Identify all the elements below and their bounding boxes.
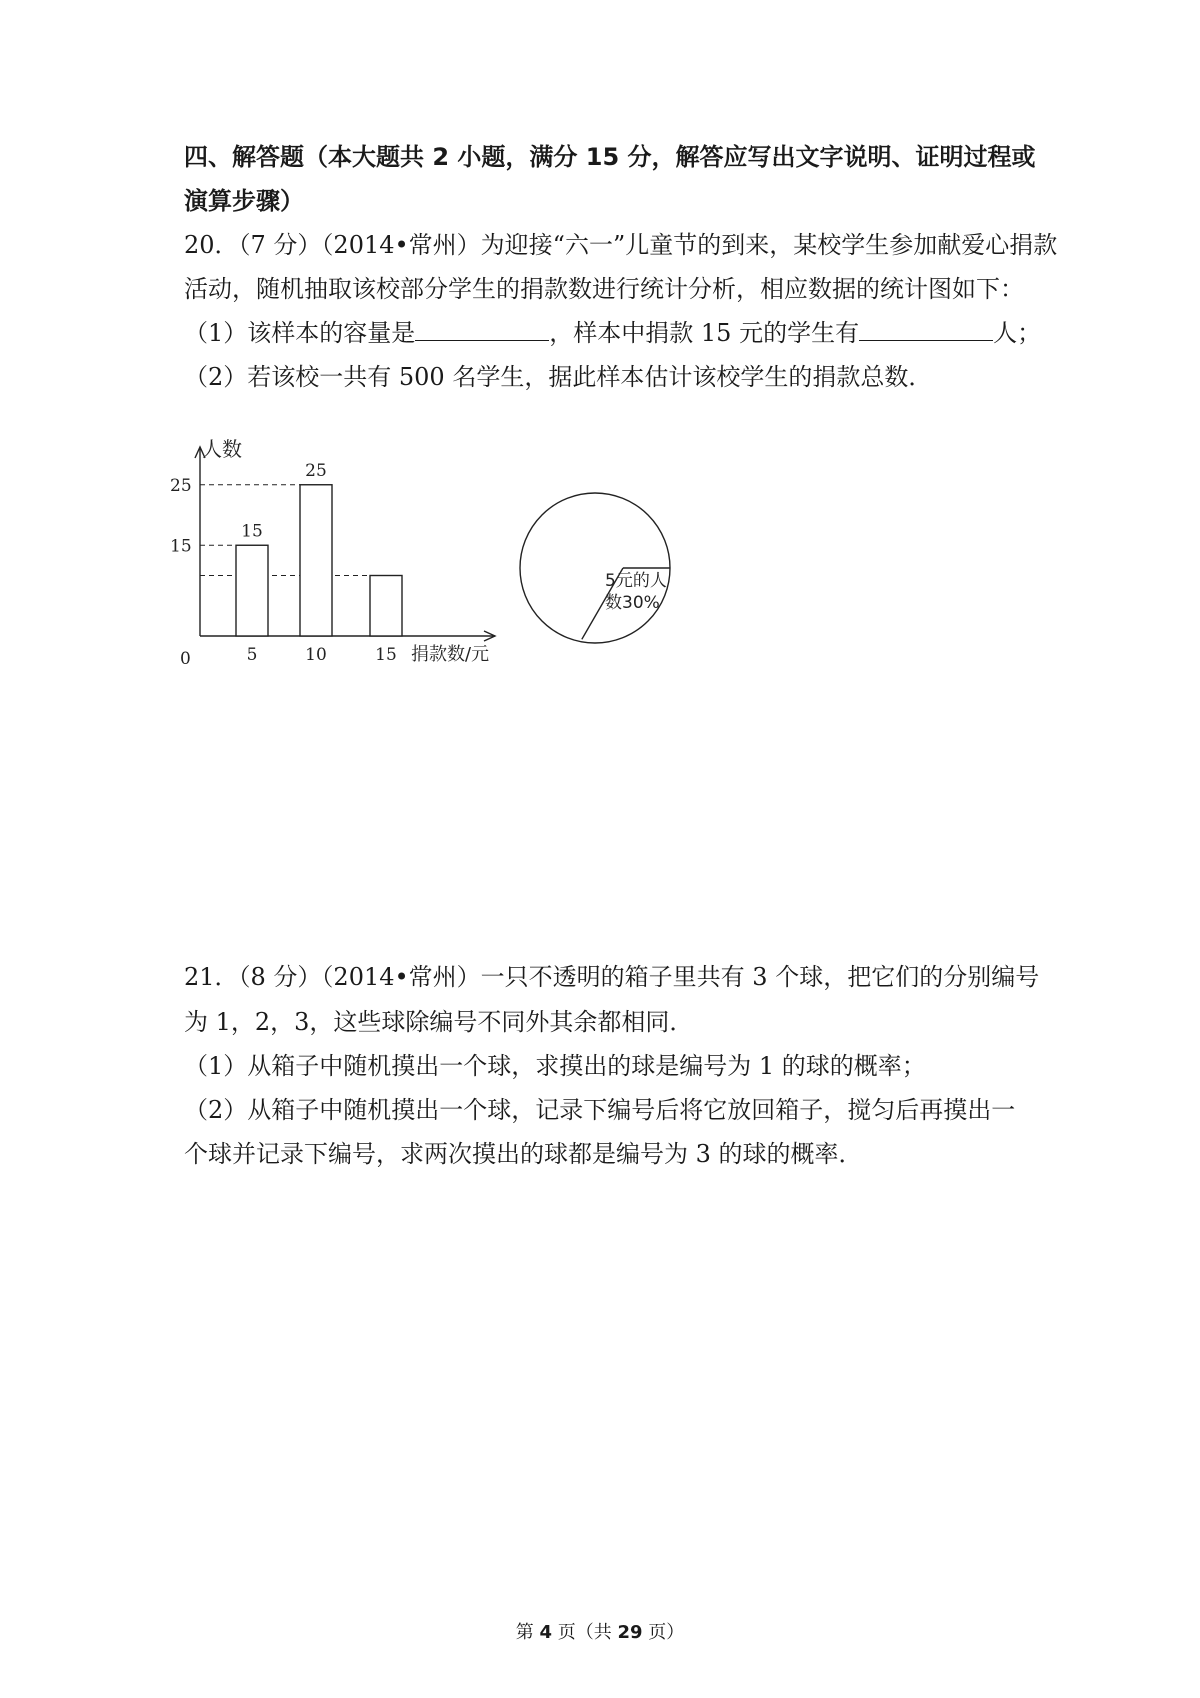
footer-prefix: 第 — [515, 1622, 540, 1643]
q20-part2: （2）若该校一共有 500 名学生，据此样本估计该校学生的捐款总数． — [184, 363, 933, 391]
bar-value-label: 15 — [241, 521, 263, 542]
section-heading-line2: 演算步骤） — [184, 187, 304, 215]
x-tick-label: 15 — [375, 645, 397, 665]
footer-suffix: 页） — [642, 1622, 685, 1643]
y-axis-label: 人数 — [202, 437, 242, 461]
q20-part1-text-c: 人； — [993, 319, 1042, 347]
q20-part1 — [184, 318, 1041, 348]
page-footer — [0, 1618, 1200, 1644]
footer-middle: 页（共 — [552, 1622, 618, 1643]
y-tick-label: 15 — [170, 536, 192, 557]
footer-total-pages: 29 — [617, 1622, 643, 1643]
bar — [370, 576, 402, 637]
footer-page-number: 4 — [539, 1622, 552, 1643]
pie-slice-label-line1: 5元的人 — [605, 571, 667, 591]
q20-part1-text-a: （1）该样本的容量是 — [184, 319, 416, 347]
x-tick-label: 10 — [305, 645, 327, 665]
x-axis-label: 捐款数/元 — [411, 644, 490, 665]
bar-chart — [170, 437, 495, 669]
q20-part1-text-b: ，样本中捐款 15 元的学生有 — [549, 319, 860, 347]
answer-blank-1[interactable] — [415, 318, 549, 341]
q21-line1: 21．（8 分）（2014•常州）一只不透明的箱子里共有 3 个球，把它们的分别编号 — [184, 963, 1040, 991]
q21-part2: （2）从箱子中随机摸出一个球，记录下编号后将它放回箱子，搅匀后再摸出一 — [184, 1096, 1016, 1124]
bar — [236, 545, 268, 636]
answer-blank-2[interactable] — [859, 318, 993, 341]
q21-part1: （1）从箱子中随机摸出一个球，求摸出的球是编号为 1 的球的概率； — [184, 1052, 926, 1080]
pie-slice-label-line2: 数30% — [605, 593, 660, 613]
y-tick-label: 25 — [170, 475, 192, 496]
q21-line2: 为 1，2，3，这些球除编号不同外其余都相同． — [184, 1008, 694, 1036]
section-heading-line1: 四、解答题（本大题共 2 小题，满分 15 分，解答应写出文字说明、证明过程或 — [184, 143, 1036, 171]
pie-chart — [520, 493, 670, 643]
q21-part2-cont: 个球并记录下编号，求两次摸出的球都是编号为 3 的球的概率． — [184, 1140, 863, 1168]
x-tick-label: 5 — [246, 645, 258, 665]
bar-value-label: 25 — [305, 460, 327, 481]
origin-label: 0 — [180, 649, 191, 669]
q20-line2: 活动，随机抽取该校部分学生的捐款数进行统计分析，相应数据的统计图如下： — [184, 275, 1024, 303]
statistics-figure — [170, 437, 700, 718]
q20-line1: 20．（7 分）（2014•常州）为迎接“六一”儿童节的到来，某校学生参加献爱心捐款 — [184, 231, 1058, 259]
bar — [300, 485, 332, 636]
